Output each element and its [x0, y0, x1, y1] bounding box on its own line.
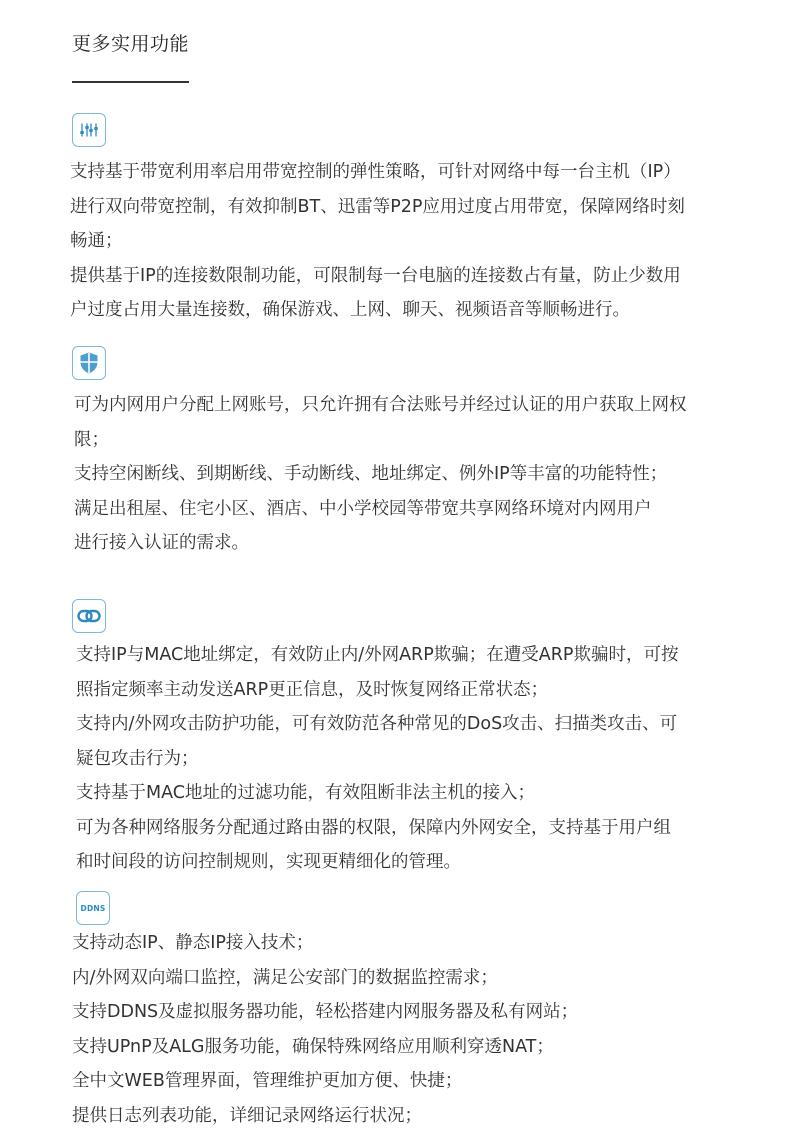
text-line: 支持基于MAC地址的过滤功能，有效阻断非法主机的接入； — [76, 783, 535, 803]
page-title: 更多实用功能 — [72, 33, 190, 55]
text-line: 畅通； — [70, 231, 123, 251]
text-line: 支持动态IP、静态IP接入技术； — [72, 933, 314, 953]
text-line: 疑包攻击行为； — [76, 748, 199, 769]
text-line: 可为各种网络服务分配通过路由器的权限，保障内外网安全，支持基于用户组 — [76, 817, 671, 838]
ddns-icon-label: DDNS — [80, 903, 106, 913]
bandwidth-feature-text — [70, 155, 685, 328]
text-line: 支持内/外网攻击防护功能，可有效防范各种常见的DoS攻击、扫描类攻击、可 — [76, 714, 678, 734]
text-line: 支持基于带宽利用率启用带宽控制的弹性策略，可针对网络中每一台主机（IP） — [70, 162, 681, 182]
text-line: 内/外网双向端口监控，满足公安部门的数据监控需求； — [72, 967, 498, 988]
text-line: 支持IP与MAC地址绑定，有效防止内/外网ARP欺骗；在遭受ARP欺骗时，可按 — [76, 645, 679, 665]
network-services-feature-text — [72, 926, 578, 1133]
text-line: 进行接入认证的需求。 — [74, 533, 249, 553]
text-line: 支持UPnP及ALG服务功能，确保特殊网络应用顺利穿透NAT； — [72, 1036, 554, 1057]
authentication-feature-text — [74, 388, 687, 561]
text-line: 户过度占用大量连接数，确保游戏、上网、聊天、视频语音等顺畅进行。 — [70, 300, 630, 320]
security-feature-text — [76, 638, 678, 880]
text-line: 提供基于IP的连接数限制功能，可限制每一台电脑的连接数占有量，防止少数用 — [70, 265, 681, 286]
text-line: 照指定频率主动发送ARP更正信息，及时恢复网络正常状态； — [76, 679, 549, 700]
text-line: 可为内网用户分配上网账号，只允许拥有合法账号并经过认证的用户获取上网权 — [74, 395, 687, 415]
text-line: 限； — [74, 429, 109, 450]
text-line: 全中文WEB管理界面，管理维护更加方便、快捷； — [72, 1071, 463, 1091]
bandwidth-equalizer-icon — [72, 113, 106, 147]
text-line: 满足出租屋、住宅小区、酒店、中小学校园等带宽共享网络环境对内网用户 — [74, 498, 652, 519]
link-icon — [72, 599, 106, 633]
shield-icon — [72, 346, 106, 380]
text-line: 进行双向带宽控制，有效抑制BT、迅雷等P2P应用过度占用带宽，保障网络时刻 — [70, 196, 685, 217]
text-line: 支持DDNS及虚拟服务器功能，轻松搭建内网服务器及私有网站； — [72, 1002, 579, 1022]
text-line: 支持空闲断线、到期断线、手动断线、地址绑定、例外IP等丰富的功能特性； — [74, 464, 668, 484]
text-line: 和时间段的访问控制规则，实现更精细化的管理。 — [76, 852, 461, 872]
ddns-icon — [76, 891, 110, 925]
title-underline — [72, 81, 189, 83]
text-line: 提供日志列表功能，详细记录网络运行状况； — [72, 1105, 422, 1126]
